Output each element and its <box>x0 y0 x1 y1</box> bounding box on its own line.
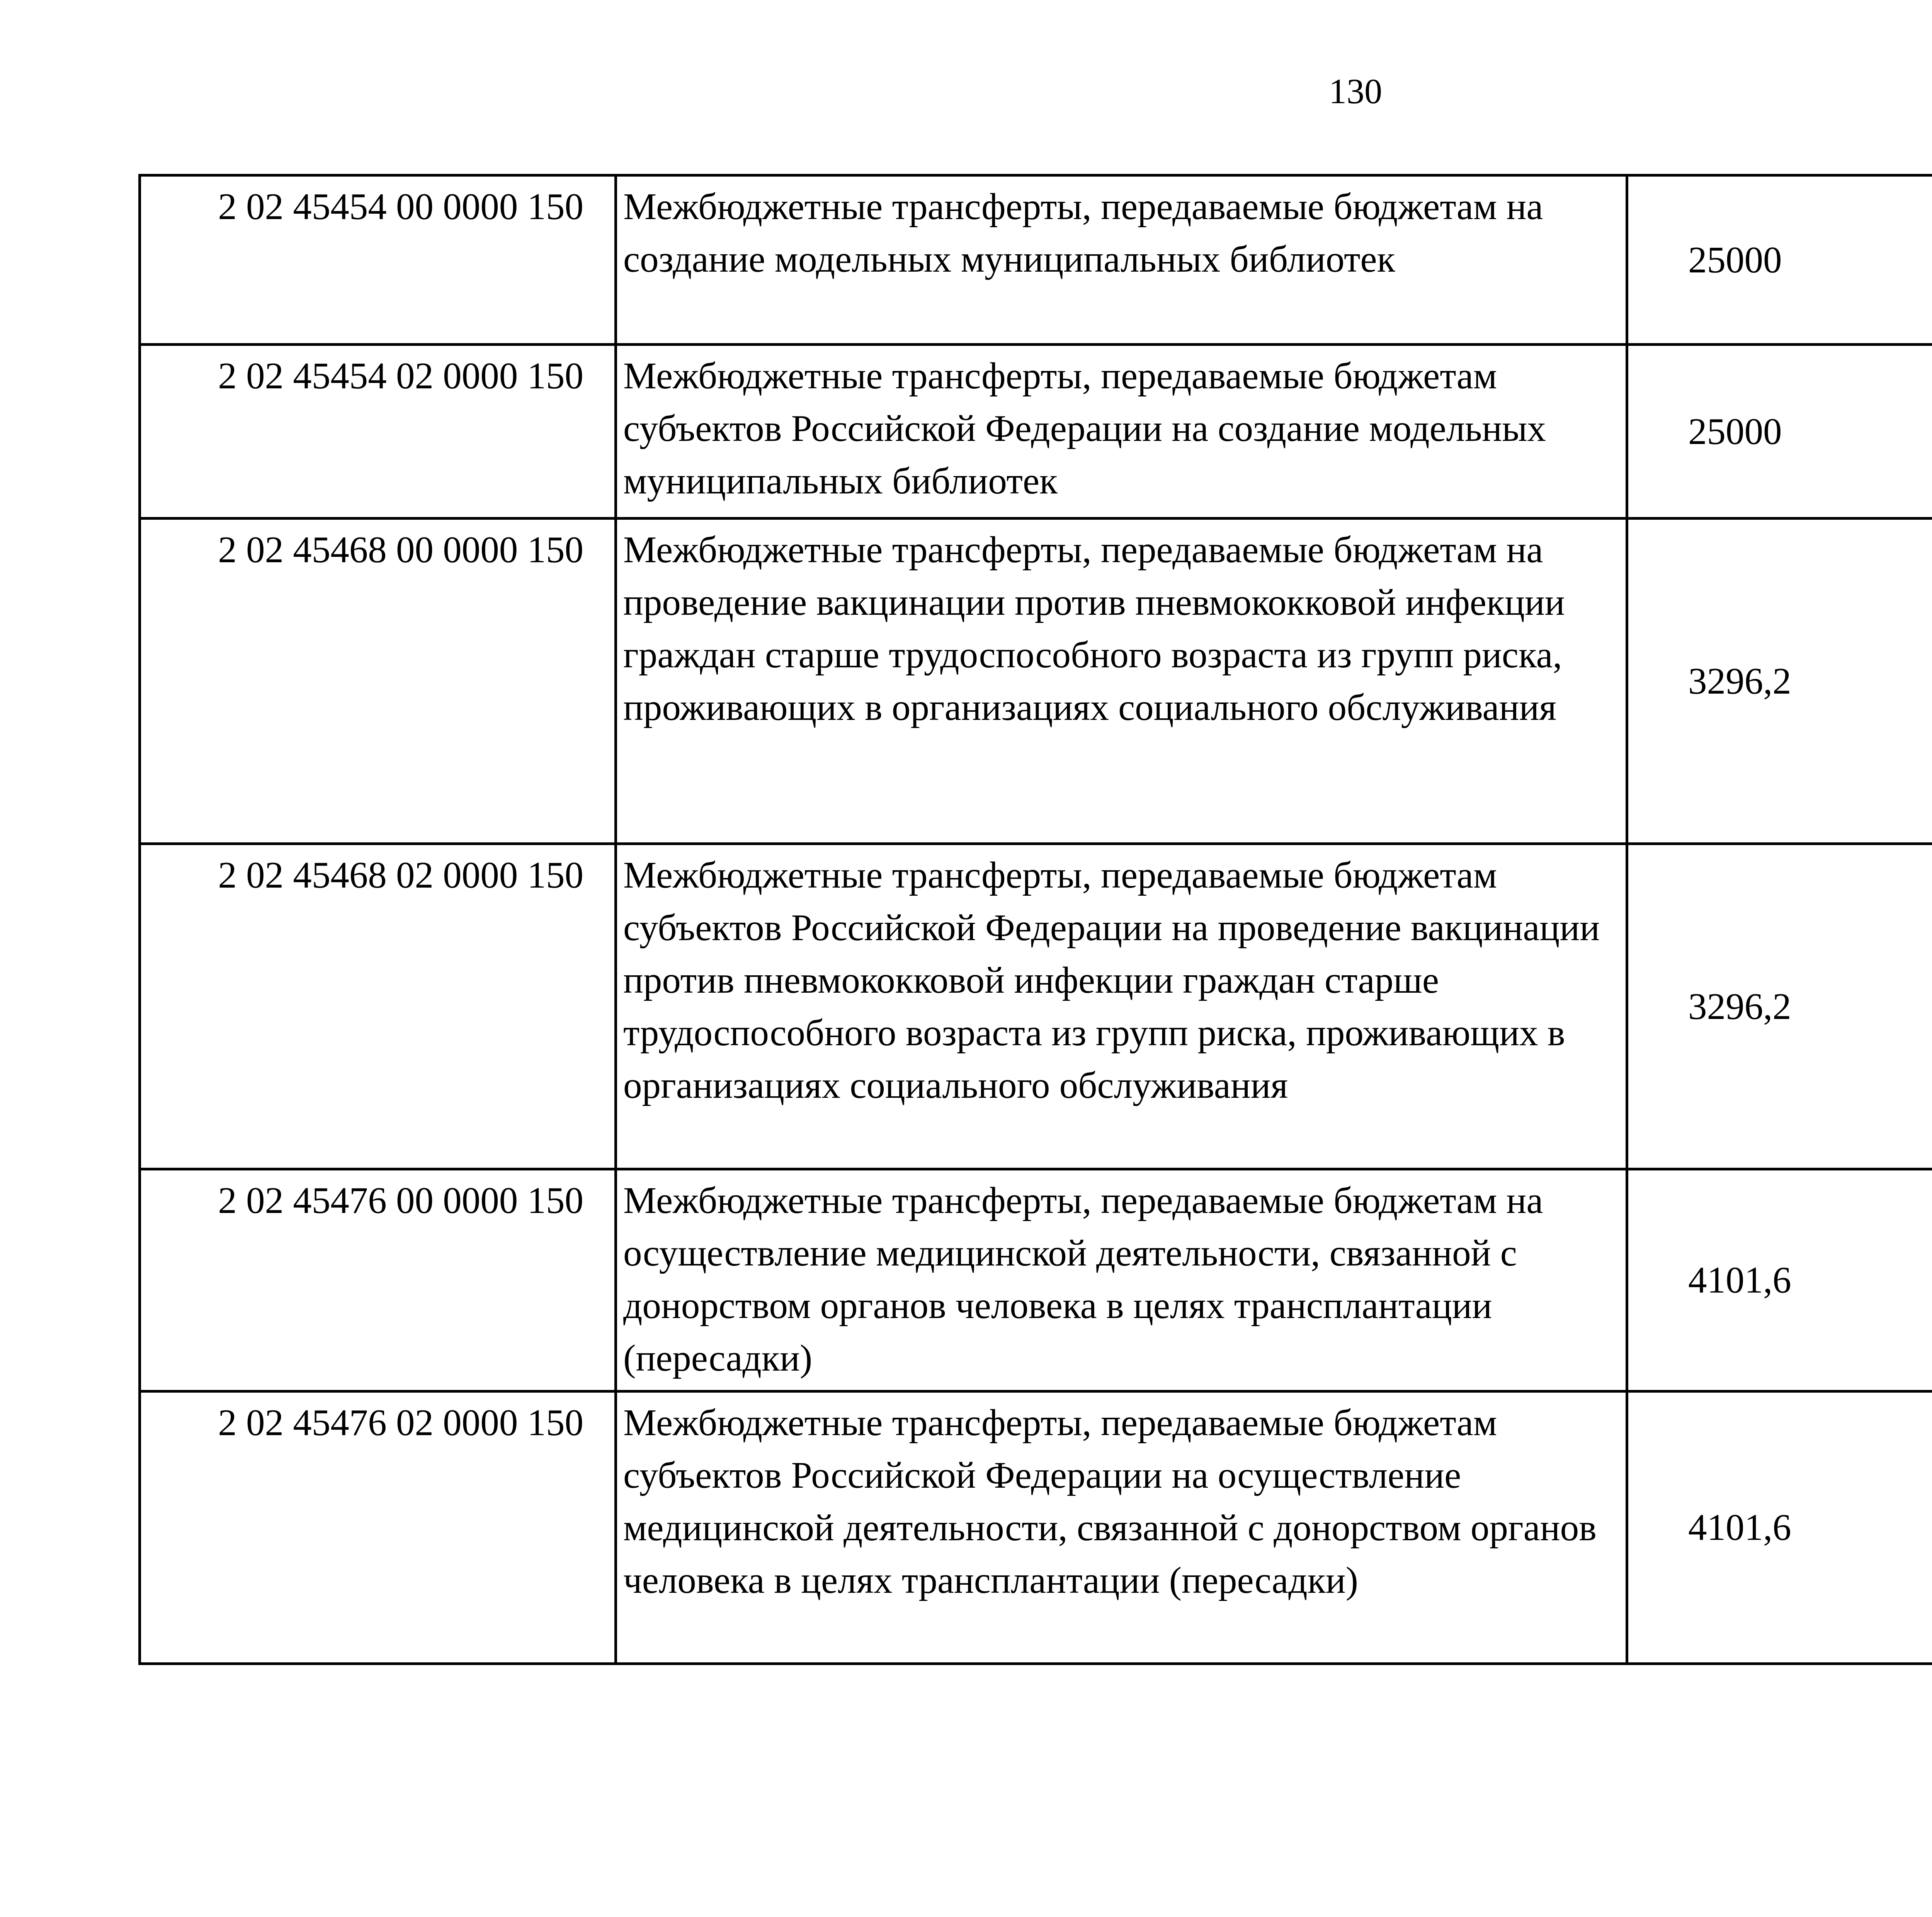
table-row <box>140 345 1932 519</box>
table-row <box>140 1169 1932 1391</box>
amount-1: 3296,2 <box>1627 844 1932 1169</box>
budget-code: 2 02 45468 02 0000 150 <box>140 844 616 1169</box>
budget-code: 2 02 45454 02 0000 150 <box>140 345 616 519</box>
amount-1: 25000 <box>1627 175 1932 345</box>
description: Межбюджетные трансферты, передаваемые бюджетам субъектов Российской Федерации на проведение вакцинации против пневмококковой инфекции граждан старше трудоспособного возраста из групп риска, проживающих в организациях социального обслуживания <box>616 844 1627 1169</box>
table-row <box>140 1391 1932 1664</box>
description: Межбюджетные трансферты, передаваемые бюджетам субъектов Российской Федерации на создание модельных муниципальных библиотек <box>616 345 1627 519</box>
page-number: 130 <box>1329 71 1382 111</box>
description: Межбюджетные трансферты, передаваемые бюджетам на создание модельных муниципальных библиотек <box>616 175 1627 345</box>
budget-code: 2 02 45476 02 0000 150 <box>140 1391 616 1664</box>
amount-1: 3296,2 <box>1627 519 1932 844</box>
table-row <box>140 175 1932 345</box>
description: Межбюджетные трансферты, передаваемые бюджетам субъектов Российской Федерации на осуществление медицинской деятельности, связанной с донорством органов человека в целях трансплантации (пересадки) <box>616 1391 1627 1664</box>
budget-code: 2 02 45454 00 0000 150 <box>140 175 616 345</box>
description: Межбюджетные трансферты, передаваемые бюджетам на осуществление медицинской деятельности, связанной с донорством органов человека в целях трансплантации (пересадки) <box>616 1169 1627 1391</box>
table-row <box>140 519 1932 844</box>
table-row <box>140 844 1932 1169</box>
amount-1: 4101,6 <box>1627 1169 1932 1391</box>
budget-table <box>138 174 1932 1665</box>
budget-code: 2 02 45468 00 0000 150 <box>140 519 616 844</box>
amount-1: 25000 <box>1627 345 1932 519</box>
budget-code: 2 02 45476 00 0000 150 <box>140 1169 616 1391</box>
amount-1: 4101,6 <box>1627 1391 1932 1664</box>
description: Межбюджетные трансферты, передаваемые бюджетам на проведение вакцинации против пневмококковой инфекции граждан старше трудоспособного возраста из групп риска, проживающих в организациях социального обслуживания <box>616 519 1627 844</box>
